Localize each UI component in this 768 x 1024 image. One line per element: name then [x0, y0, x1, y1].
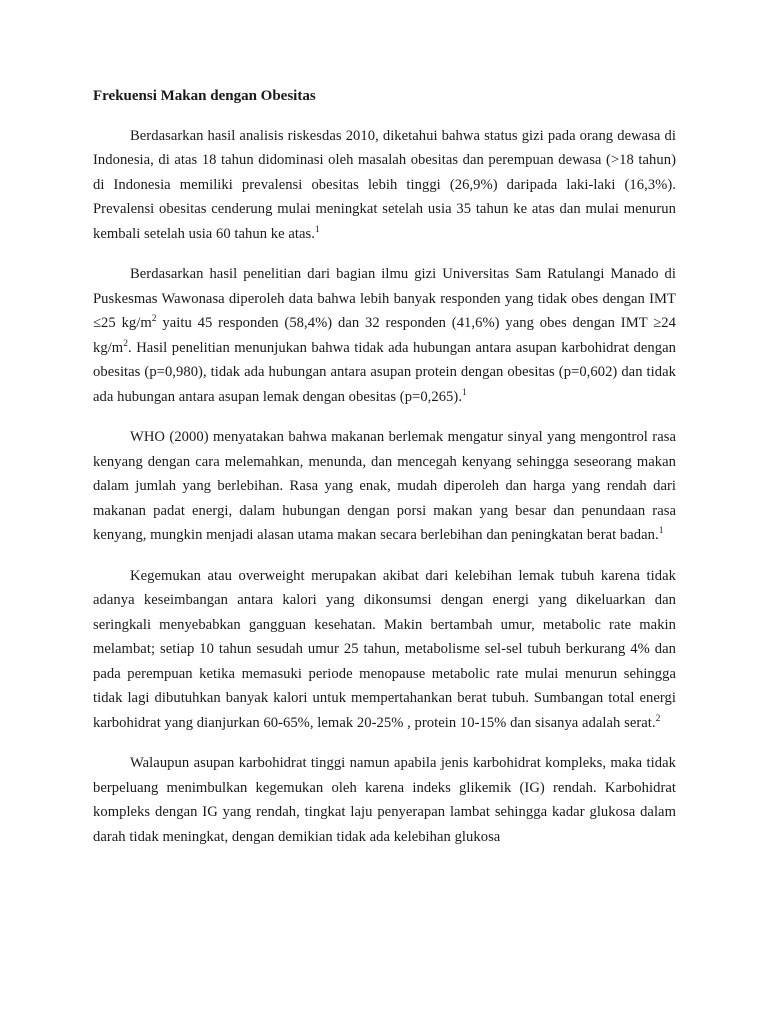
paragraph-text: Kegemukan atau overweight merupakan akibat dari kelebihan lemak tubuh karena tidak adanya keseimbangan antara kalori yang dikonsumsi dengan energi yang dikeluarkan dan seringkali menyebabkan gangguan kesehatan. Makin bertambah umur, metabolic rate makin melambat; setiap 10 tahun sesudah umur 25 tahun, metabolisme sel-sel tubuh berkurang 4% dan pada perempuan ketika memasuki periode menopause metabolic rate mulai menurun sehingga tidak lagi dibutuhkan banyak kalori untuk mempertahankan berat tubuh. Sumbangan total energi karbohidrat yang dianjurkan 60-65%, lemak 20-25% , protein 10-15% dan sisanya adalah serat.	[93, 567, 676, 731]
paragraph-4	[93, 564, 676, 736]
footnote-ref: 2	[655, 713, 661, 724]
footnote-ref: 1	[314, 224, 320, 235]
section-title: Frekuensi Makan dengan Obesitas	[93, 88, 316, 104]
paragraph-text: . Hasil penelitian menunjukan bahwa tidak ada hubungan antara asupan karbohidrat dengan obesitas (p=0,980), tidak ada hubungan antara asupan protein dengan obesitas (p=0,602) dan tidak ada hubungan antara asupan lemak dengan obesitas (p=0,265).	[93, 339, 676, 405]
paragraph-text: Walaupun asupan karbohidrat tinggi namun apabila jenis karbohidrat kompleks, maka tidak berpeluang menimbulkan kegemukan oleh karena indeks glikemik (IG) rendah. Karbohidrat kompleks dengan IG yang rendah, tingkat laju penyerapan lambat sehingga kadar glukosa dalam darah tidak meningkat, dengan demikian tidak ada kelebihan glukosa	[93, 755, 676, 845]
paragraph-text: Berdasarkan hasil analisis riskesdas 2010, diketahui bahwa status gizi pada orang dewasa di Indonesia, di atas 18 tahun didominasi oleh masalah obesitas dan perempuan dewasa (>18 tahun) di Indonesia memiliki prevalensi obesitas lebih tinggi (26,9%) daripada laki-laki (16,3%). Prevalensi obesitas cenderung mulai meningkat setelah usia 35 tahun ke atas dan mulai menurun kembali setelah usia 60 tahun ke atas.	[93, 127, 676, 242]
paragraph-text: WHO (2000) menyatakan bahwa makanan berlemak mengatur sinyal yang mengontrol rasa kenyang dengan cara melemahkan, menunda, dan mencegah kenyang sehingga seseorang makan dalam jumlah yang berlebihan. Rasa yang enak, mudah diperoleh dan harga yang rendah dari makanan padat energi, dalam hubungan dengan porsi makan yang besar dan penundaan rasa kenyang, mungkin menjadi alasan utama makan secara berlebihan dan peningkatan berat badan.	[93, 429, 676, 543]
superscript: 2	[151, 314, 157, 325]
document-page	[93, 84, 676, 889]
paragraph-1	[93, 124, 676, 247]
paragraph-5	[93, 751, 676, 873]
paragraph-3	[93, 425, 676, 548]
footnote-ref: 1	[462, 387, 467, 398]
footnote-ref: 1	[658, 526, 664, 537]
paragraph-2	[93, 262, 676, 409]
paragraph-text: yaitu 45 responden (58,4%) dan 32 responden (41,6%) yang obes dengan IMT ≥24 kg/m	[93, 315, 677, 356]
paragraph-text: Berdasarkan hasil penelitian dari bagian ilmu gizi Universitas Sam Ratulangi Manado di Puskesmas Wawonasa diperoleh data bahwa lebih banyak responden yang tidak obes dengan IMT ≤25 kg/m	[93, 266, 676, 331]
superscript: 2	[123, 338, 129, 349]
